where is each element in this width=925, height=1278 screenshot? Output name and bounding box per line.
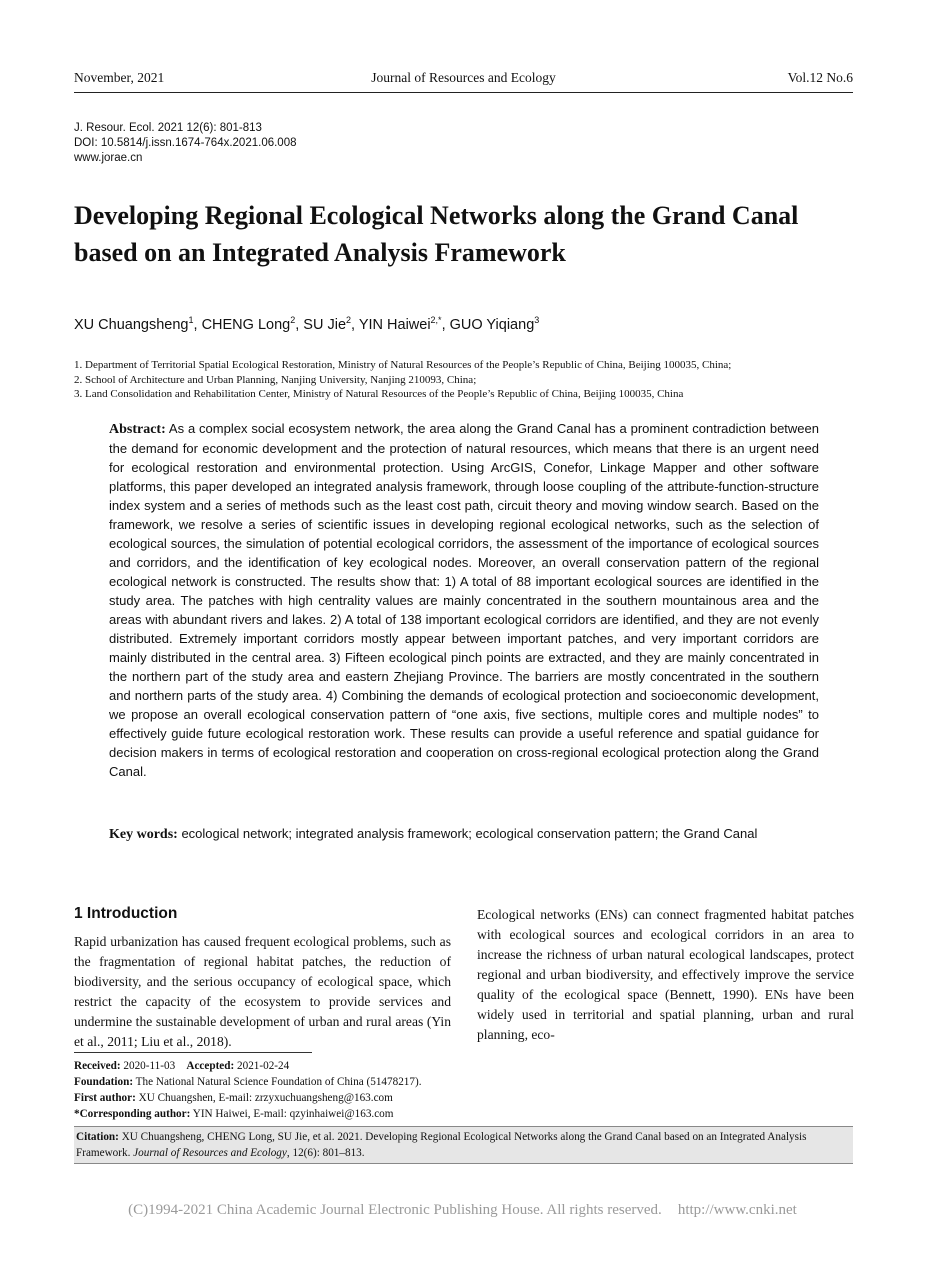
footnotes (74, 1058, 422, 1122)
doi: DOI: 10.5814/j.issn.1674-764x.2021.06.008 (74, 137, 297, 149)
citation-box (74, 1126, 853, 1164)
copyright-notice (0, 1202, 925, 1219)
author: YIN Haiwei$^{2,*}$, (358, 315, 450, 333)
abstract (109, 419, 819, 781)
copyright-text: (C)1994-2021 China Academic Journal Electronic Publishing House. All rights reserved. (128, 1202, 662, 1218)
citation-text: XU Chuangsheng, CHENG Long, SU Jie, et al. 2021. Developing Regional Ecological Networks along the Grand Canal based on an Integrated Analysis Framework. (76, 1131, 807, 1159)
section-heading-introduction: 1 Introduction (74, 905, 178, 922)
citation-journal: Journal of Resources and Ecology (133, 1147, 287, 1159)
dates-line: Received: 2020-11-03 Accepted: 2021-02-24 (74, 1060, 290, 1072)
citation-label: Citation: (76, 1131, 119, 1143)
footnote-divider (74, 1052, 312, 1053)
corresponding-author-line: *Corresponding author: YIN Haiwei, E-mail: qzyinhaiwei@163.com (74, 1108, 394, 1120)
intro-paragraph-right: Ecological networks (ENs) can connect fragmented habitat patches with ecological sources and ecological corridors in an area to increase the richness of urban natural ecological landscapes, protect regional and urban biodiversity, and effectively improve the service quality of the ecological space (Bennett, 1990). ENs have been widely used in territorial and spatial planning, urban and rural planning, eco- (477, 907, 854, 1042)
intro-paragraph-left: Rapid urbanization has caused frequent ecological problems, such as the fragmentation of regional habitat patches, the reduction of biodiversity, and the serious occupancy of ecological space, which restrict the capacity of the ecosystem to provide services and undermine the sustainable development of urban and rural areas (Yin et al., 2011; Liu et al., 2018). (74, 934, 451, 1049)
article-title (74, 197, 864, 271)
affiliation: 1. Department of Territorial Spatial Ecological Restoration, Ministry of Natural Resources of the People’s Republic of China, Beijing 100035, China; (74, 359, 732, 371)
first-author-line: First author: XU Chuangshen, E-mail: zrzyxuchuangsheng@163.com (74, 1092, 393, 1104)
abstract-label: Abstract: (109, 422, 166, 437)
journal-website[interactable]: www.jorae.cn (74, 152, 143, 164)
running-header (74, 70, 853, 93)
keywords-text: ecological network; integrated analysis framework; ecological conservation pattern; the Grand Canal (181, 826, 758, 841)
author: GUO Yiqiang$^3$ (449, 315, 540, 333)
cnki-link[interactable]: http://www.cnki.net (677, 1202, 797, 1218)
affiliation: 2. School of Architecture and Urban Planning, Nanjing University, Nanjing 210093, China; (74, 373, 477, 386)
keywords (109, 826, 829, 843)
issue-date: November, 2021 (74, 70, 165, 85)
author: CHENG Long$^2$, (201, 315, 304, 333)
title-line-2: based on an Integrated Analysis Framework (74, 238, 566, 267)
foundation-line: Foundation: The National Natural Science Foundation of China (51478217). (74, 1076, 422, 1088)
citation-pages: , 12(6): 801–813. (286, 1147, 365, 1159)
author: XU Chuangsheng$^1$, (74, 315, 202, 333)
title-line-1: Developing Regional Ecological Networks along the Grand Canal (74, 201, 799, 230)
author-list (74, 315, 539, 333)
journal-citation: J. Resour. Ecol. 2021 12(6): 801-813 (74, 122, 262, 134)
journal-name: Journal of Resources and Ecology (371, 70, 556, 85)
author: SU Jie$^2$, (303, 315, 359, 333)
affiliations (74, 358, 731, 402)
affiliation: 3. Land Consolidation and Rehabilitation Center, Ministry of Natural Resources of the People’s Republic of China, Beijing 100035, China (74, 388, 684, 400)
article-meta (74, 121, 297, 166)
keywords-label: Key words: (109, 827, 178, 842)
abstract-text: As a complex social ecosystem network, the area along the Grand Canal has a prominent contradiction between the demand for economic development and the protection of natural resources, which means that there is an urgent need for ecological restoration and environmental protection. Using ArcGIS, Conefor, Linkage Mapper and other software platforms, this paper developed an integrated analysis framework, through loose coupling of the attribute-function-structure index system and a series of methods such as the least cost path, circuit theory and moving window search. Based on the framework, we resolve a series of scientific issues in developing regional ecological networks, such as the selection of ecological sources, the simulation of potential ecological corridors, the assessment of the importance of ecological sources and corridors, and the identification of key ecological nodes. Moreover, an overall conservation pattern of the regional ecological network is constructed. The results show that: 1) A total of 88 important ecological sources are identified in the study area. The patches with high centrality values are mainly concentrated in the southern mountainous area and the areas with abundant rivers and lakes. 2) A total of 138 important ecological corridors are identified, and they are not evenly distributed. Extremely important corridors mostly appear between important patches, and very important corridors are mainly distributed in the central area. 3) Fifteen ecological pinch points are extracted, and they are mainly concentrated in the northern part of the study area and eastern Zhejiang Province. The barriers are mostly concentrated in the southern and northern parts of the study area. 4) Combining the demands of ecological protection and socioeconomic development, we propose an overall ecological conservation pattern of “one axis, five sections, multiple cores and multiple nodes” to effectively guide future ecological restoration work. These results can provide a useful reference and spatial guidance for decision makers in terms of ecological restoration and cooperation on cross-regional ecological protection along the Grand Canal. (109, 421, 819, 779)
volume-number: Vol.12 No.6 (787, 70, 853, 85)
